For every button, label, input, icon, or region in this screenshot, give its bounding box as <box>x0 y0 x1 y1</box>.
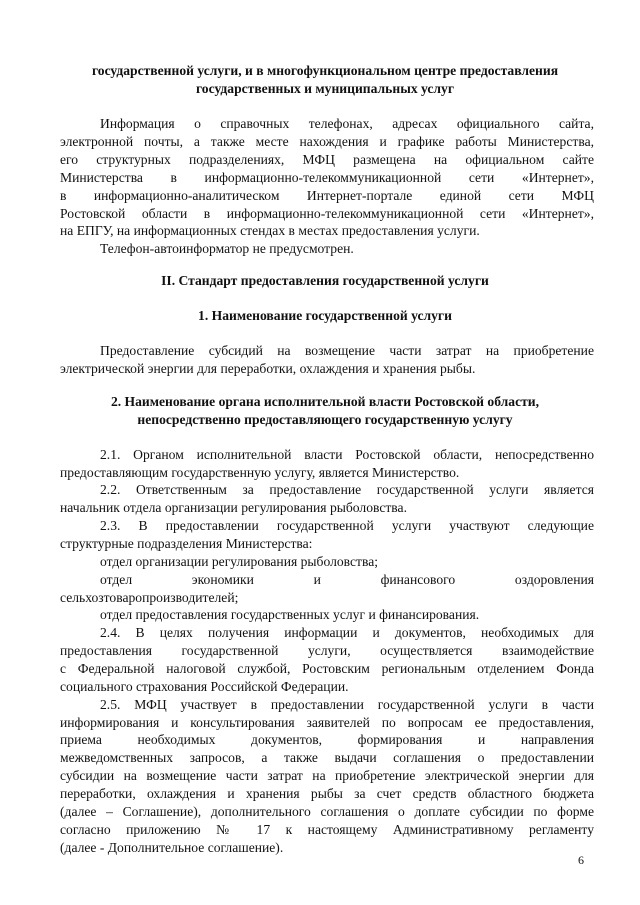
paragraph-2-3-line: структурные подразделения Министерства: <box>60 536 313 551</box>
paragraph-2-4-line: с Федеральной налоговой службой, Ростовским региональным отделением Фонда <box>60 661 594 676</box>
info-paragraph-line: его структурных подразделениях, МФЦ размещена на официальном сайте <box>60 152 594 167</box>
subsection1-title: 1. Наименование государственной услуги <box>198 308 452 323</box>
paragraph-2-4-line: 2.4. В целях получения информации и документов, необходимых для <box>100 625 594 640</box>
info-paragraph-line: в информационно-аналитическом Интернет-портале единой сети МФЦ <box>60 188 594 203</box>
info-paragraph-line: Министерства в информационно-телекоммуникационной сети «Интернет», <box>60 170 594 185</box>
paragraph-2-4-line: социального страхования Российской Федерации. <box>60 679 349 694</box>
intro-heading-line: государственных и муниципальных услуг <box>195 81 455 96</box>
paragraph-2-5-line: переработки, охлаждения и хранения рыбы за счет средств областного бюджета <box>60 786 594 801</box>
paragraph-2-5-line: субсидии на возмещение части затрат на приобретение электрической энергии для <box>60 768 594 783</box>
page-number: 6 <box>578 853 584 867</box>
intro-heading-line: государственной услуги, и в многофункциональном центре предоставления <box>91 63 559 78</box>
info-paragraph-line: на ЕПГУ, на информационных стендах в местах предоставления услуги. <box>60 223 480 238</box>
paragraph-2-5-line: (далее - Дополнительное соглашение). <box>60 840 284 855</box>
list-item: отдел предоставления государственных услуг и финансирования. <box>100 607 480 622</box>
paragraph-2-1-line: 2.1. Органом исполнительной власти Ростовской области, непосредственно <box>100 447 594 462</box>
paragraph-2-5-line: 2.5. МФЦ участвует в предоставлении государственной услуги в части <box>100 697 594 712</box>
subsection1-text-line: Предоставление субсидий на возмещение части затрат на приобретение <box>100 343 594 358</box>
paragraph-2-5-line: согласно приложению № 17 к настоящему Административному регламенту <box>60 822 594 837</box>
paragraph-2-2-line: 2.2. Ответственным за предоставление государственной услуги является <box>100 482 594 497</box>
paragraph-2-3-line: 2.3. В предоставлении государственной услуги участвуют следующие <box>100 518 594 533</box>
phone-line: Телефон-автоинформатор не предусмотрен. <box>100 241 354 256</box>
list-item: отдел организации регулирования рыболовства; <box>100 554 379 569</box>
info-paragraph-line: Информация о справочных телефонах, адресах официального сайта, <box>100 116 594 131</box>
info-paragraph-line: электронной почты, а также месте нахождения и графике работы Министерства, <box>60 134 594 149</box>
subsection1-text-line: электрической энергии для переработки, охлаждения и хранения рыбы. <box>60 361 476 376</box>
paragraph-2-5-line: информирования и консультирования заявителей по вопросам ее предоставления, <box>60 715 594 730</box>
section-title: II. Стандарт предоставления государственной услуги <box>161 273 489 288</box>
paragraph-2-5-line: приема необходимых документов, формирования и направления <box>60 732 594 747</box>
paragraph-2-1-line: предоставляющим государственную услугу, является Министерство. <box>60 465 460 480</box>
paragraph-2-5-line: межведомственных запросов, а также выдачи соглашения о предоставлении <box>60 750 594 765</box>
list-item: сельхозтоваропроизводителей; <box>60 590 239 605</box>
subsection2-title-line: непосредственно предоставляющего государственную услугу <box>137 412 513 427</box>
info-paragraph-line: Ростовской области в информационно-телекоммуникационной сети «Интернет», <box>60 206 594 221</box>
paragraph-2-4-line: предоставления государственной услуги, осуществляется взаимодействие <box>60 643 594 658</box>
paragraph-2-2-line: начальник отдела организации регулирования рыболовства. <box>60 500 407 515</box>
subsection2-title-line: 2. Наименование органа исполнительной власти Ростовской области, <box>110 394 540 409</box>
list-item: отдел экономики и финансового оздоровления <box>100 572 594 587</box>
paragraph-2-5-line: (далее – Соглашение), дополнительного соглашения о доплате субсидии по форме <box>60 804 594 819</box>
